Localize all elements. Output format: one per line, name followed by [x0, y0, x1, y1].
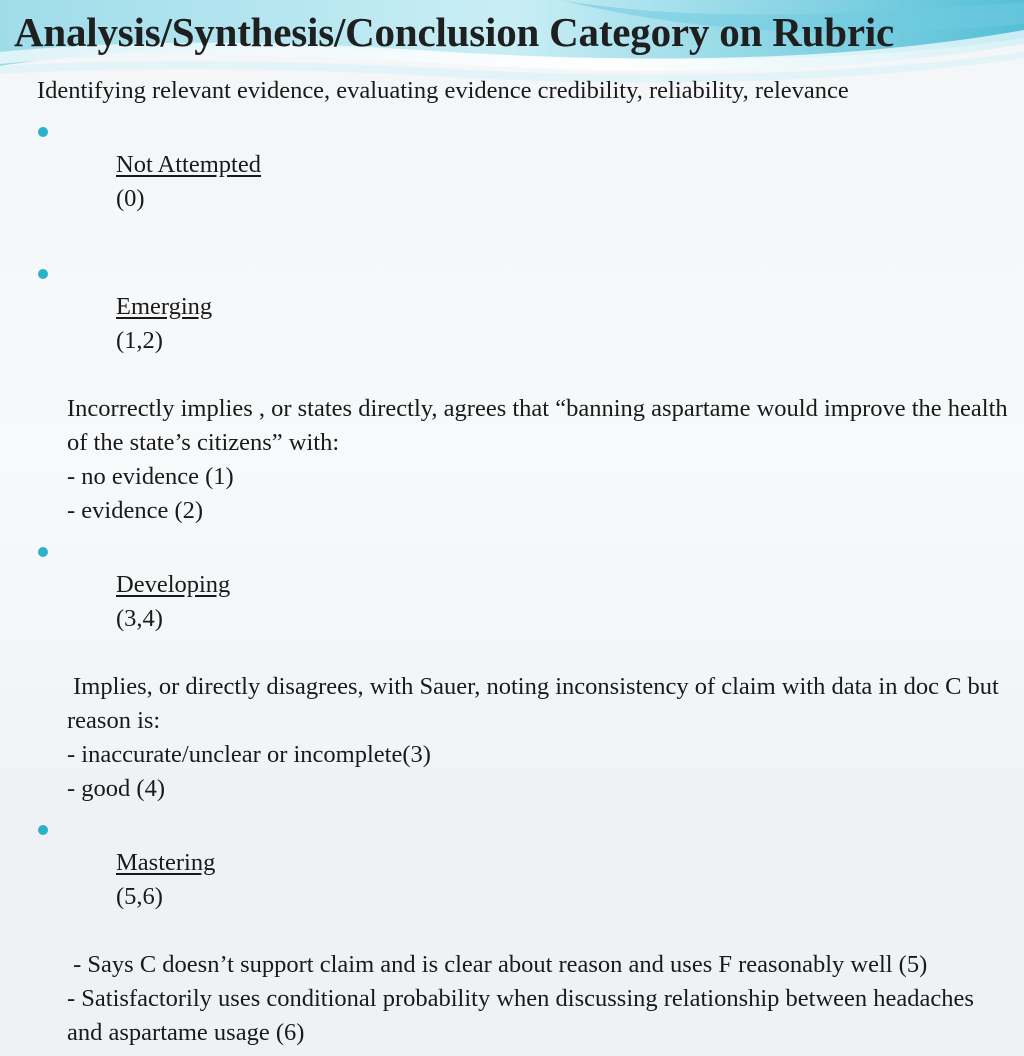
bullet-icon: [38, 269, 48, 279]
level-criterion: - inaccurate/unclear or incomplete(3): [67, 741, 431, 768]
bullet-icon: [38, 127, 48, 137]
level-description: Incorrectly implies , or states directly, agrees that “banning aspartame would improve the health of the state’s citizens” with:: [67, 395, 1014, 456]
bullet-icon: [38, 825, 48, 835]
rubric-level-mastering: [37, 812, 1012, 1050]
slide-title: Analysis/Synthesis/Conclusion Category on Rubric: [14, 9, 895, 55]
level-score: (1,2): [116, 327, 163, 354]
rubric-level-developing: [37, 534, 1012, 806]
level-criterion: - Says C doesn’t support claim and is clear about reason and uses F reasonably well (5): [67, 951, 928, 978]
rubric-level-emerging: [37, 256, 1012, 528]
level-criterion: - no evidence (1): [67, 463, 234, 490]
level-name: Mastering: [116, 849, 216, 876]
level-name: Developing: [116, 571, 231, 598]
level-criterion: - Satisfactorily uses conditional probability when discussing relationship between headaches and aspartame usage (6): [67, 985, 981, 1046]
level-criterion: - good (4): [67, 775, 165, 802]
bullet-icon: [38, 547, 48, 557]
level-score: (0): [116, 185, 145, 212]
slide-body: [37, 74, 1012, 1056]
level-name: Emerging: [116, 293, 213, 320]
level-criterion: - evidence (2): [67, 497, 204, 524]
level-score: (3,4): [116, 605, 163, 632]
level-description: Implies, or directly disagrees, with Sauer, noting inconsistency of claim with data in doc C but reason is:: [67, 673, 1005, 734]
intro-text: Identifying relevant evidence, evaluating evidence credibility, reliability, relevance: [37, 77, 849, 104]
rubric-level-not-attempted: [37, 114, 1012, 250]
level-name: Not Attempted: [116, 151, 261, 178]
level-score: (5,6): [116, 883, 163, 910]
